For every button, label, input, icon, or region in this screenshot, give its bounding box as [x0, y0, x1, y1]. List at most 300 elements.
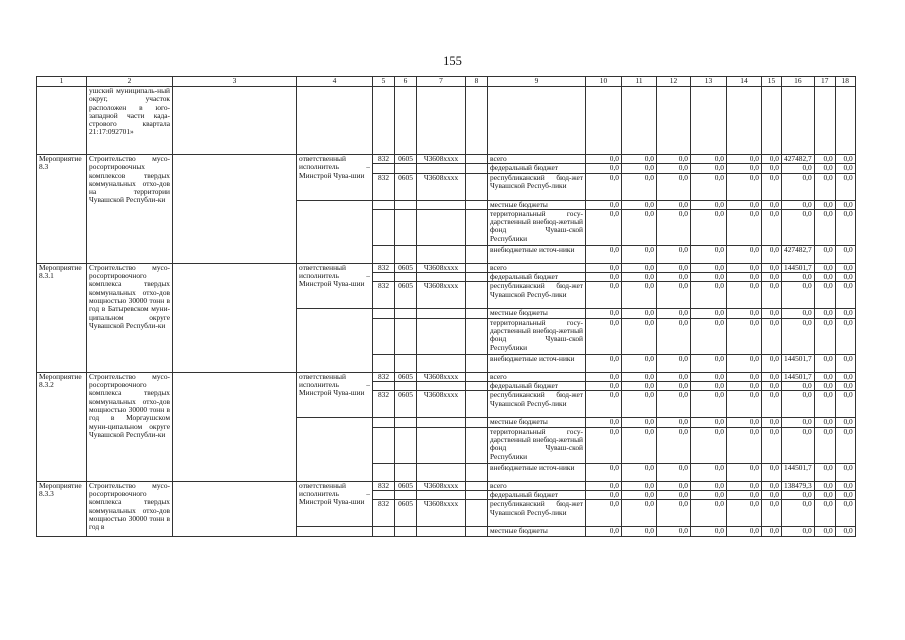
table-cell	[466, 372, 488, 381]
amount-cell: 0,0	[782, 164, 815, 173]
amount-cell: 0,0	[657, 263, 691, 272]
amount-cell: 0,0	[691, 263, 727, 272]
amount-cell: 0,0	[727, 309, 762, 318]
page-number: 155	[443, 54, 462, 68]
rz-pr-code	[395, 164, 417, 173]
amount-cell: 0,0	[586, 263, 622, 272]
amount-cell: 0,0	[782, 500, 815, 527]
target-code	[417, 273, 466, 282]
amount-cell: 0,0	[622, 527, 657, 536]
table-row	[37, 481, 856, 490]
amount-cell: 0,0	[814, 354, 835, 372]
amount-cell: 0,0	[586, 372, 622, 381]
table-cell	[488, 87, 586, 155]
target-code: Ч3608хххх	[417, 282, 466, 309]
amount-cell: 0,0	[691, 463, 727, 481]
amount-cell: 0,0	[657, 481, 691, 490]
rz-pr-code: 0605	[395, 173, 417, 200]
amount-cell: 0,0	[727, 372, 762, 381]
table-cell	[173, 263, 297, 372]
amount-cell: 0,0	[691, 245, 727, 263]
funding-source: территориальный госу-дарственный внебюд-жетный фонд Чуваш-ской Республики	[488, 318, 586, 354]
table-cell	[835, 87, 855, 155]
amount-cell: 0,0	[586, 427, 622, 463]
table-cell	[466, 500, 488, 527]
funding-source: всего	[488, 481, 586, 490]
gr-code	[373, 354, 395, 372]
rz-pr-code	[395, 382, 417, 391]
amount-cell: 427482,7	[782, 155, 815, 164]
gr-code: 832	[373, 155, 395, 164]
amount-cell: 0,0	[814, 382, 835, 391]
funding-source: местные бюджеты	[488, 200, 586, 209]
amount-cell: 0,0	[727, 164, 762, 173]
amount-cell: 0,0	[691, 427, 727, 463]
amount-cell: 0,0	[691, 282, 727, 309]
amount-cell: 0,0	[622, 245, 657, 263]
rz-pr-code	[395, 200, 417, 209]
amount-cell: 0,0	[782, 282, 815, 309]
measure-name: Строительство мусо-росортировочного комплекса твердых коммунальных отхо-дов мощностью 30000 тонн в год в	[87, 481, 173, 536]
amount-cell: 0,0	[691, 318, 727, 354]
amount-cell: 0,0	[586, 245, 622, 263]
amount-cell: 0,0	[762, 481, 782, 490]
amount-cell: 0,0	[835, 173, 855, 200]
gr-code: 832	[373, 500, 395, 527]
funding-source: местные бюджеты	[488, 309, 586, 318]
amount-cell: 0,0	[762, 273, 782, 282]
rz-pr-code	[395, 318, 417, 354]
amount-cell: 0,0	[814, 282, 835, 309]
rz-pr-code: 0605	[395, 481, 417, 490]
amount-cell: 0,0	[691, 391, 727, 418]
amount-cell: 0,0	[835, 164, 855, 173]
amount-cell: 0,0	[835, 209, 855, 245]
amount-cell: 0,0	[727, 200, 762, 209]
amount-cell: 0,0	[727, 155, 762, 164]
target-code	[417, 418, 466, 427]
amount-cell: 138479,3	[782, 481, 815, 490]
table-cell	[297, 418, 373, 481]
amount-cell: 0,0	[622, 273, 657, 282]
gr-code	[373, 463, 395, 481]
column-header: 3	[173, 77, 297, 87]
amount-cell: 0,0	[782, 200, 815, 209]
amount-cell: 0,0	[691, 372, 727, 381]
target-code: Ч3608хххх	[417, 391, 466, 418]
table-cell	[466, 87, 488, 155]
funding-source: всего	[488, 155, 586, 164]
gr-code: 832	[373, 282, 395, 309]
amount-cell: 0,0	[835, 309, 855, 318]
target-code	[417, 245, 466, 263]
funding-source: территориальный госу-дарственный внебюд-жетный фонд Чуваш-ской Республики	[488, 209, 586, 245]
column-header: 14	[727, 77, 762, 87]
amount-cell: 0,0	[814, 391, 835, 418]
amount-cell: 0,0	[727, 263, 762, 272]
rz-pr-code	[395, 245, 417, 263]
table-cell	[297, 527, 373, 536]
column-header: 4	[297, 77, 373, 87]
amount-cell: 0,0	[835, 418, 855, 427]
funding-source: внебюджетные источ-ники	[488, 463, 586, 481]
executor: ответственный исполнитель – Минстрой Чува-шии	[297, 481, 373, 527]
column-header: 15	[762, 77, 782, 87]
amount-cell: 0,0	[762, 245, 782, 263]
amount-cell: 0,0	[622, 418, 657, 427]
executor: ответственный исполнитель – Минстрой Чува-шии	[297, 263, 373, 309]
amount-cell: 0,0	[782, 273, 815, 282]
amount-cell: 0,0	[622, 309, 657, 318]
measure-id: Мероприятие 8.3.1	[37, 263, 87, 372]
amount-cell: 0,0	[657, 463, 691, 481]
table-cell	[466, 273, 488, 282]
table-cell	[466, 463, 488, 481]
table-cell	[586, 87, 622, 155]
target-code	[417, 527, 466, 536]
column-header: 9	[488, 77, 586, 87]
column-header: 13	[691, 77, 727, 87]
amount-cell: 0,0	[586, 490, 622, 499]
funding-source: республиканский бюд-жет Чувашской Респуб-лики	[488, 173, 586, 200]
amount-cell: 0,0	[691, 164, 727, 173]
amount-cell: 0,0	[814, 245, 835, 263]
amount-cell: 0,0	[814, 372, 835, 381]
rz-pr-code: 0605	[395, 155, 417, 164]
amount-cell: 0,0	[622, 490, 657, 499]
target-code	[417, 463, 466, 481]
amount-cell: 0,0	[762, 527, 782, 536]
amount-cell: 0,0	[727, 245, 762, 263]
rz-pr-code: 0605	[395, 372, 417, 381]
target-code: Ч3608хххх	[417, 500, 466, 527]
funding-source: внебюджетные источ-ники	[488, 245, 586, 263]
target-code: Ч3608хххх	[417, 263, 466, 272]
table-cell	[297, 309, 373, 372]
gr-code: 832	[373, 391, 395, 418]
amount-cell: 0,0	[657, 418, 691, 427]
amount-cell: 0,0	[622, 372, 657, 381]
table-row	[37, 263, 856, 272]
funding-source: федеральный бюджет	[488, 382, 586, 391]
table-cell	[466, 282, 488, 309]
funding-source: местные бюджеты	[488, 418, 586, 427]
amount-cell: 0,0	[586, 155, 622, 164]
amount-cell: 0,0	[835, 263, 855, 272]
table-cell	[466, 318, 488, 354]
amount-cell: 0,0	[586, 527, 622, 536]
column-header: 18	[835, 77, 855, 87]
target-code	[417, 309, 466, 318]
amount-cell: 0,0	[586, 382, 622, 391]
amount-cell: 0,0	[691, 354, 727, 372]
gr-code	[373, 490, 395, 499]
amount-cell: 0,0	[782, 309, 815, 318]
funding-source: внебюджетные источ-ники	[488, 354, 586, 372]
amount-cell: 0,0	[835, 155, 855, 164]
amount-cell: 0,0	[622, 209, 657, 245]
amount-cell: 0,0	[691, 309, 727, 318]
funding-source: республиканский бюд-жет Чувашской Респуб-лики	[488, 500, 586, 527]
amount-cell: 0,0	[782, 391, 815, 418]
target-code	[417, 200, 466, 209]
column-header: 16	[782, 77, 815, 87]
amount-cell: 0,0	[657, 155, 691, 164]
amount-cell: 0,0	[782, 490, 815, 499]
funding-source: федеральный бюджет	[488, 490, 586, 499]
target-code	[417, 382, 466, 391]
amount-cell: 0,0	[727, 391, 762, 418]
amount-cell: 0,0	[691, 500, 727, 527]
amount-cell: 0,0	[657, 490, 691, 499]
column-header: 1	[37, 77, 87, 87]
table-row	[37, 155, 856, 164]
amount-cell: 0,0	[691, 481, 727, 490]
gr-code	[373, 427, 395, 463]
amount-cell: 0,0	[657, 354, 691, 372]
amount-cell: 0,0	[835, 490, 855, 499]
amount-cell: 0,0	[657, 273, 691, 282]
amount-cell: 0,0	[586, 209, 622, 245]
table-cell	[466, 173, 488, 200]
amount-cell: 0,0	[657, 372, 691, 381]
amount-cell: 0,0	[691, 418, 727, 427]
amount-cell: 0,0	[657, 391, 691, 418]
amount-cell: 0,0	[762, 391, 782, 418]
gr-code: 832	[373, 173, 395, 200]
amount-cell: 0,0	[782, 527, 815, 536]
amount-cell: 0,0	[762, 318, 782, 354]
amount-cell: 0,0	[727, 427, 762, 463]
amount-cell: 0,0	[727, 209, 762, 245]
amount-cell: 0,0	[586, 354, 622, 372]
amount-cell: 0,0	[622, 427, 657, 463]
gr-code	[373, 418, 395, 427]
amount-cell: 0,0	[814, 164, 835, 173]
table-cell	[762, 87, 782, 155]
amount-cell: 0,0	[762, 372, 782, 381]
amount-cell: 0,0	[727, 382, 762, 391]
amount-cell: 0,0	[814, 173, 835, 200]
amount-cell: 0,0	[586, 463, 622, 481]
amount-cell: 0,0	[657, 282, 691, 309]
table-cell	[417, 87, 466, 155]
gr-code	[373, 245, 395, 263]
funding-source: республиканский бюд-жет Чувашской Респуб-лики	[488, 391, 586, 418]
amount-cell: 0,0	[657, 318, 691, 354]
amount-cell: 0,0	[691, 490, 727, 499]
amount-cell: 0,0	[762, 209, 782, 245]
amount-cell: 0,0	[657, 527, 691, 536]
table-cell	[466, 309, 488, 318]
table-cell	[173, 481, 297, 536]
amount-cell: 0,0	[782, 427, 815, 463]
amount-cell: 0,0	[762, 500, 782, 527]
amount-cell: 0,0	[814, 263, 835, 272]
amount-cell: 0,0	[762, 427, 782, 463]
amount-cell: 0,0	[762, 263, 782, 272]
amount-cell: 0,0	[835, 318, 855, 354]
amount-cell: 0,0	[727, 500, 762, 527]
amount-cell: 0,0	[586, 318, 622, 354]
amount-cell: 0,0	[762, 490, 782, 499]
amount-cell: 0,0	[622, 391, 657, 418]
amount-cell: 0,0	[691, 382, 727, 391]
amount-cell: 0,0	[762, 463, 782, 481]
column-header: 8	[466, 77, 488, 87]
amount-cell: 0,0	[622, 463, 657, 481]
amount-cell: 0,0	[586, 164, 622, 173]
executor: ответственный исполнитель – Минстрой Чува-шии	[297, 155, 373, 201]
amount-cell: 0,0	[691, 527, 727, 536]
amount-cell: 0,0	[622, 282, 657, 309]
rz-pr-code	[395, 463, 417, 481]
gr-code	[373, 527, 395, 536]
continuation-row	[37, 87, 856, 155]
amount-cell: 0,0	[586, 481, 622, 490]
amount-cell: 0,0	[814, 463, 835, 481]
amount-cell: 0,0	[762, 382, 782, 391]
amount-cell: 0,0	[727, 173, 762, 200]
amount-cell: 0,0	[814, 418, 835, 427]
table-cell	[466, 200, 488, 209]
table-cell	[466, 527, 488, 536]
table-cell	[466, 490, 488, 499]
amount-cell: 0,0	[622, 318, 657, 354]
table-cell	[466, 245, 488, 263]
amount-cell: 0,0	[762, 309, 782, 318]
amount-cell: 0,0	[835, 354, 855, 372]
column-header: 5	[373, 77, 395, 87]
amount-cell: 0,0	[657, 309, 691, 318]
amount-cell: 0,0	[691, 209, 727, 245]
amount-cell: 0,0	[622, 164, 657, 173]
gr-code: 832	[373, 372, 395, 381]
table-cell	[727, 87, 762, 155]
table-cell	[466, 164, 488, 173]
table-cell	[37, 87, 87, 155]
amount-cell: 0,0	[657, 427, 691, 463]
amount-cell: 0,0	[657, 500, 691, 527]
amount-cell: 0,0	[586, 173, 622, 200]
amount-cell: 0,0	[835, 481, 855, 490]
table-cell	[466, 382, 488, 391]
amount-cell: 0,0	[762, 200, 782, 209]
amount-cell: 0,0	[622, 382, 657, 391]
amount-cell: 0,0	[782, 318, 815, 354]
table-cell	[691, 87, 727, 155]
gr-code	[373, 273, 395, 282]
target-code: Ч3608хххх	[417, 155, 466, 164]
header-row	[37, 77, 856, 87]
amount-cell: 0,0	[835, 427, 855, 463]
table-cell	[622, 87, 657, 155]
amount-cell: 0,0	[657, 382, 691, 391]
measure-name: Строительство мусо-росортировочных комплексов твердых коммунальных отхо-дов на территории Чувашской Республи-ки	[87, 155, 173, 264]
table-cell	[657, 87, 691, 155]
target-code	[417, 318, 466, 354]
table-cell	[466, 155, 488, 164]
amount-cell: 0,0	[657, 173, 691, 200]
amount-cell: 0,0	[762, 354, 782, 372]
executor: ответственный исполнитель – Минстрой Чува-шии	[297, 372, 373, 418]
gr-code	[373, 209, 395, 245]
rz-pr-code	[395, 273, 417, 282]
amount-cell: 0,0	[814, 309, 835, 318]
amount-cell: 427482,7	[782, 245, 815, 263]
table-cell	[466, 391, 488, 418]
measure-id: Мероприятие 8.3.3	[37, 481, 87, 536]
budget-table	[36, 76, 856, 537]
gr-code: 832	[373, 481, 395, 490]
amount-cell: 0,0	[762, 418, 782, 427]
column-header: 10	[586, 77, 622, 87]
table-cell	[782, 87, 815, 155]
amount-cell: 0,0	[586, 500, 622, 527]
measure-name: Строительство мусо-росортировочного комплекса твердых коммунальных отхо-дов мощностью 30000 тонн в год в Моргаушском муни-ципальном округе Чувашской Республи-ки	[87, 372, 173, 481]
column-header: 12	[657, 77, 691, 87]
amount-cell: 0,0	[622, 155, 657, 164]
amount-cell: 0,0	[835, 527, 855, 536]
amount-cell: 0,0	[835, 245, 855, 263]
rz-pr-code	[395, 427, 417, 463]
amount-cell: 0,0	[835, 391, 855, 418]
amount-cell: 0,0	[622, 173, 657, 200]
table-cell	[297, 200, 373, 263]
amount-cell: 0,0	[691, 200, 727, 209]
amount-cell: 0,0	[622, 354, 657, 372]
rz-pr-code	[395, 527, 417, 536]
gr-code: 832	[373, 263, 395, 272]
amount-cell: 0,0	[835, 282, 855, 309]
amount-cell: 0,0	[727, 354, 762, 372]
amount-cell: 0,0	[727, 418, 762, 427]
target-code	[417, 164, 466, 173]
amount-cell: 0,0	[762, 164, 782, 173]
amount-cell: 0,0	[622, 500, 657, 527]
amount-cell: 0,0	[622, 481, 657, 490]
amount-cell: 0,0	[622, 263, 657, 272]
amount-cell: 0,0	[762, 173, 782, 200]
column-header: 6	[395, 77, 417, 87]
amount-cell: 144501,7	[782, 463, 815, 481]
rz-pr-code	[395, 309, 417, 318]
rz-pr-code	[395, 354, 417, 372]
amount-cell: 0,0	[657, 164, 691, 173]
amount-cell: 144501,7	[782, 354, 815, 372]
amount-cell: 0,0	[835, 273, 855, 282]
column-header: 2	[87, 77, 173, 87]
target-code: Ч3608хххх	[417, 372, 466, 381]
amount-cell: 0,0	[814, 155, 835, 164]
measure-id: Мероприятие 8.3	[37, 155, 87, 264]
funding-source: федеральный бюджет	[488, 164, 586, 173]
table-cell	[373, 87, 395, 155]
funding-source: всего	[488, 263, 586, 272]
rz-pr-code: 0605	[395, 263, 417, 272]
amount-cell: 0,0	[814, 273, 835, 282]
amount-cell: 0,0	[782, 418, 815, 427]
amount-cell: 0,0	[835, 500, 855, 527]
continuation-text: ушский муниципаль-ный округ, участок расположен в юго-западной части када-стрового квартала 21:17:092701»	[87, 87, 173, 155]
amount-cell: 0,0	[814, 490, 835, 499]
target-code: Ч3608хххх	[417, 481, 466, 490]
rz-pr-code: 0605	[395, 391, 417, 418]
amount-cell: 0,0	[586, 282, 622, 309]
target-code: Ч3608хххх	[417, 173, 466, 200]
amount-cell: 0,0	[762, 155, 782, 164]
table-cell	[466, 418, 488, 427]
